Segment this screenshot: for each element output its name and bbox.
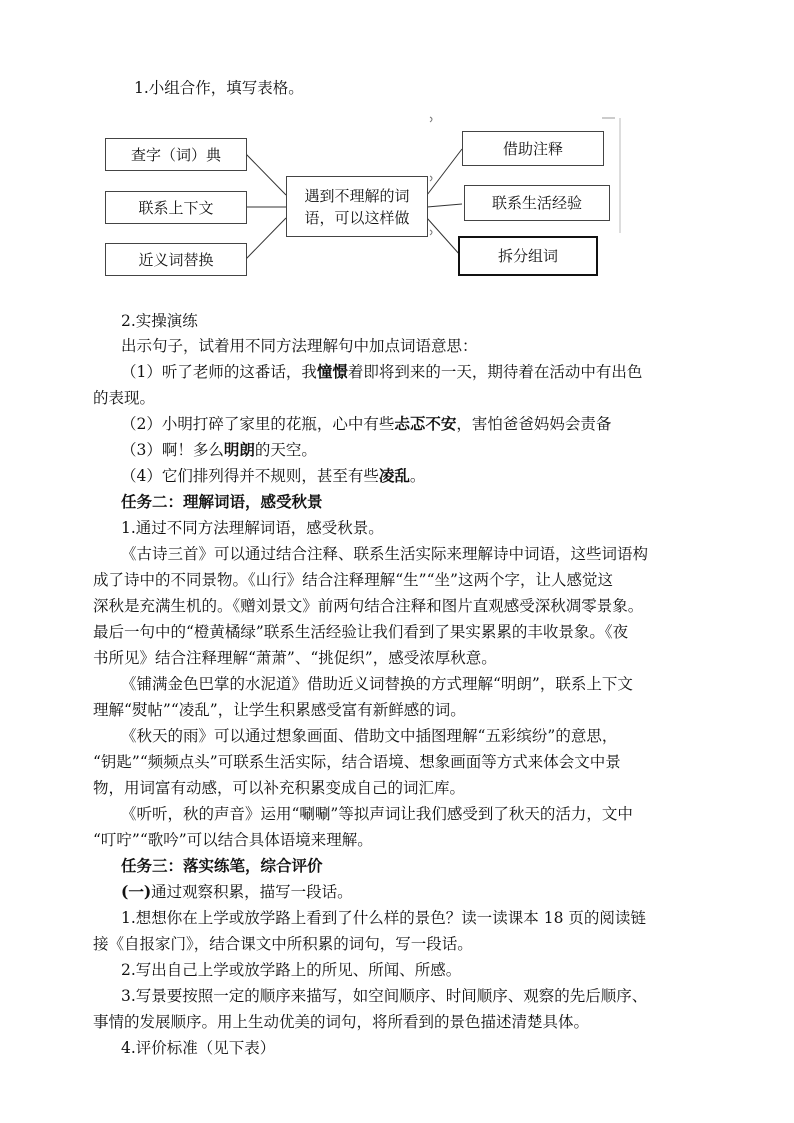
sentence-1-pre: （1）听了老师的这番话，我 [121,363,317,381]
center-line-2: 语，可以这样做 [304,208,410,227]
sentence-3-post: 的天空。 [254,441,317,459]
task2-para2-line: 书所见》结合注释理解“萧萧”、“挑促织”，感受浓厚秋意。 [93,649,497,667]
method-box-synonym: 近义词替换 [105,243,247,276]
task3-q3-line: 事情的发展顺序。用上生动优美的词句，将所看到的景色描述清楚具体。 [93,1013,590,1031]
sentence-4-post: 。 [409,467,426,485]
method-box-split: 拆分组词 [458,236,598,276]
center-line-1: 遇到不理解的词 [304,186,410,205]
sentence-2-post: ，害怕爸爸妈妈会责备 [456,415,612,433]
sentence-2 [121,414,611,434]
sentence-4-keyword: 凌乱 [378,466,410,485]
section2-title: 2.实操演练 [121,312,198,330]
sentence-1-post: 着即将到来的一天，期待着在活动中有出色 [347,363,643,381]
sentence-2-keyword: 忐忑不安 [394,414,457,433]
task2-para3-line: 理解“熨帖”“凌乱”，让学生积累感受富有新鲜感的词。 [93,701,466,719]
task3-sub-number: (一) [121,882,152,901]
task2-para2-line: 《古诗三首》可以通过结合注释、联系生活实际来理解诗中词语，这些词语构 [121,545,649,563]
task3-sub-text: 通过观察积累，描写一段话。 [151,883,353,901]
method-box-life: 联系生活经验 [464,185,610,221]
task3-q2: 2.写出自己上学或放学路上的所见、所闻、所感。 [121,961,462,979]
sentence-3 [121,440,317,460]
method-box-context: 联系上下文 [105,191,247,224]
task2-point-1: 1.通过不同方法理解词语，感受秋景。 [121,519,384,537]
center-box [286,176,428,237]
sentence-1-keyword: 憧憬 [316,362,348,381]
task2-para2-line: 深秋是充满生机的。《赠刘景文》前两句结合注释和图片直观感受深秋凋零景象。 [93,597,644,615]
task2-para3-line: 《铺满金色巴掌的水泥道》借助近义词替换的方式理解“明朗”，联系上下文 [121,675,633,693]
task3-q4: 4.评价标准（见下表） [121,1039,276,1057]
task3-q3-line: 3.写景要按照一定的顺序来描写，如空间顺序、时间顺序、观察的先后顺序、 [121,987,648,1005]
sentence-1 [121,362,642,382]
task3-title: 任务三：落实练笔，综合评价 [121,856,323,875]
task3-subheading [121,882,353,902]
sentence-1-continued: 的表现。 [93,389,156,407]
sentence-2-pre: （2）小明打碎了家里的花瓶，心中有些 [121,415,395,433]
task2-title: 任务二：理解词语，感受秋景 [121,492,323,511]
method-box-dictionary: 查字（词）典 [105,138,247,171]
sentence-4-pre: （4）它们排列得并不规则，甚至有些 [121,467,379,485]
task3-q1-line: 接《自报家门》，结合课文中所积累的词句，写一段话。 [93,935,473,953]
task2-para5-line: 《听听，秋的声音》运用“唰唰”等拟声词让我们感受到了秋天的活力，文中 [121,805,633,823]
task2-para4-line: 物，用词富有动感，可以补充积累变成自己的词汇库。 [93,779,466,797]
task3-q1-line: 1.想想你在上学或放学路上看到了什么样的景色？读一读课本 18 页的阅读链 [121,909,646,927]
task2-para5-line: “叮咛”“歌吟”可以结合具体语境来理解。 [93,831,373,849]
sentence-3-pre: （3）啊！多么 [121,441,224,459]
sentence-4 [121,466,425,486]
section2-instruction: 出示句子，试着用不同方法理解句中加点词语意思： [121,337,478,355]
sentence-3-keyword: 明朗 [223,440,255,459]
intro-text: 1.小组合作，填写表格。 [134,79,304,97]
task2-para4-line: “钥匙”“频频点头”可联系生活实际，结合语境、想象画面等方式来体会文中景 [93,753,621,771]
task2-para4-line: 《秋天的雨》可以通过想象画面、借助文中插图理解“五彩缤纷”的意思， [121,727,618,745]
task2-para2-line: 最后一句中的“橙黄橘绿”联系生活经验让我们看到了果实累累的丰收景象。《夜 [93,623,629,641]
method-box-notes: 借助注释 [462,131,604,166]
task2-para2-line: 成了诗中的不同景物。《山行》结合注释理解“生”“坐”这两个字，让人感觉这 [93,571,613,589]
